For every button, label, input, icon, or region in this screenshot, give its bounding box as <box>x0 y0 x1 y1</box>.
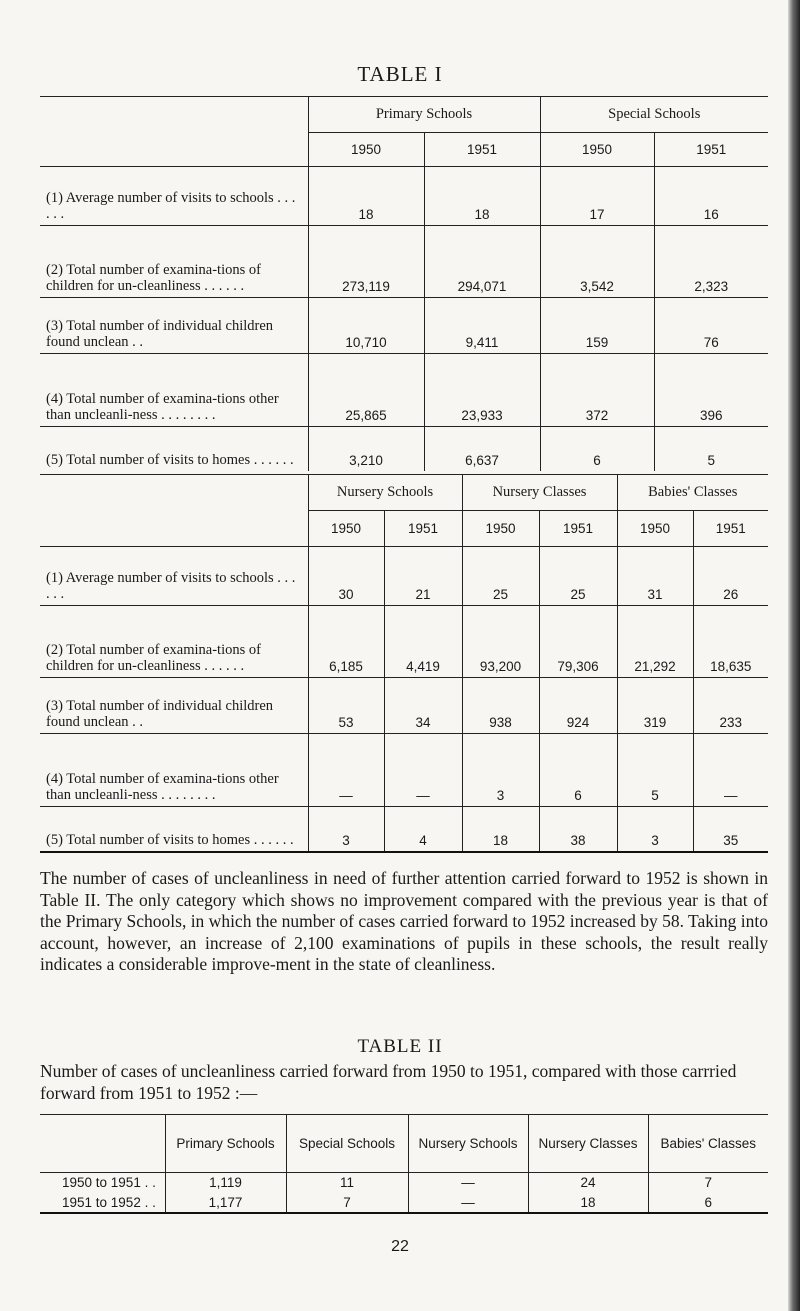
year-header: 1951 <box>539 511 617 547</box>
column-header: Nursery Classes <box>528 1115 648 1173</box>
year-header: 1950 <box>308 511 384 547</box>
cell-value: — <box>408 1173 528 1193</box>
cell-value: — <box>308 734 384 807</box>
table-row <box>40 167 768 226</box>
table-row <box>40 547 768 606</box>
row-label: (2) Total number of examina-tions of children for un-cleanliness . . . . . . <box>46 642 261 674</box>
row-label: (4) Total number of examina-tions other than uncleanli-ness . . . . . . . . <box>46 391 279 423</box>
cell-value: 3,542 <box>540 226 654 298</box>
cell-value: 7 <box>286 1193 408 1213</box>
column-header: Nursery Schools <box>408 1115 528 1173</box>
group-header: Babies' Classes <box>617 475 768 511</box>
cell-value: 25,865 <box>308 354 424 427</box>
cell-value: 3 <box>308 807 384 852</box>
group-header: Nursery Schools <box>308 475 462 511</box>
year-header: 1951 <box>654 133 768 167</box>
cell-value: 11 <box>286 1173 408 1193</box>
cell-value: 372 <box>540 354 654 427</box>
corner-cell <box>40 511 308 547</box>
cell-value: 18 <box>528 1193 648 1213</box>
row-label: (2) Total number of examina-tions of children for un-cleanliness . . . . . . <box>46 262 261 294</box>
cell-value: — <box>693 734 768 807</box>
cell-value: 3,210 <box>308 427 424 471</box>
cell-value: 1,119 <box>165 1173 286 1193</box>
row-label: (3) Total number of individual children found unclean . . <box>46 698 274 730</box>
cell-value: 53 <box>308 678 384 734</box>
table1-part-b <box>40 474 768 853</box>
corner-cell <box>40 1115 165 1173</box>
year-header: 1950 <box>308 133 424 167</box>
cell-value: 26 <box>693 547 768 606</box>
year-header: 1951 <box>424 133 540 167</box>
cell-value: 18 <box>462 807 539 852</box>
row-label: (5) Total number of visits to homes . . . . . . <box>46 451 294 468</box>
cell-value: 18,635 <box>693 606 768 678</box>
corner-cell <box>40 475 308 511</box>
row-label: 1950 to 1951 . . <box>62 1175 156 1191</box>
cell-value: 233 <box>693 678 768 734</box>
table1-title: TABLE I <box>357 62 443 86</box>
cell-value: 319 <box>617 678 693 734</box>
cell-value: 2,323 <box>654 226 768 298</box>
cell-value: 3 <box>462 734 539 807</box>
cell-value: 10,710 <box>308 298 424 354</box>
cell-value: 6 <box>540 427 654 471</box>
cell-value: 1,177 <box>165 1193 286 1213</box>
cell-value: 273,119 <box>308 226 424 298</box>
year-header: 1950 <box>617 511 693 547</box>
cell-value: 23,933 <box>424 354 540 427</box>
year-header: 1950 <box>462 511 539 547</box>
cell-value: 7 <box>648 1173 768 1193</box>
row-label: (5) Total number of visits to homes . . . . . . <box>46 831 294 848</box>
table-row <box>40 678 768 734</box>
cell-value: 25 <box>462 547 539 606</box>
cell-value: 9,411 <box>424 298 540 354</box>
table-row <box>40 606 768 678</box>
table2-title: TABLE II <box>357 1036 443 1057</box>
cell-value: 93,200 <box>462 606 539 678</box>
cell-value: 924 <box>539 678 617 734</box>
cell-value: 21 <box>384 547 462 606</box>
cell-value: 6,185 <box>308 606 384 678</box>
cell-value: 6 <box>648 1193 768 1213</box>
year-header: 1950 <box>540 133 654 167</box>
cell-value: 25 <box>539 547 617 606</box>
cell-value: 396 <box>654 354 768 427</box>
column-header: Primary Schools <box>165 1115 286 1173</box>
cell-value: — <box>408 1193 528 1213</box>
column-header: Babies' Classes <box>648 1115 768 1173</box>
year-header: 1951 <box>384 511 462 547</box>
group-header: Primary Schools <box>308 97 540 133</box>
body-paragraph: The number of cases of uncleanliness in need of further attention carried forward to 1952 is shown in Table II. The only category which shows no improvement compared with the previous year is that of the Primary Schools, in which the number of cases carried forward to 1952 increased by 58. Taking into account, however, an increase of 2,100 examinations of pupils in these schools, the result really indicates a considerable improve-ment in the state of cleanliness. <box>40 868 768 974</box>
table-row <box>40 807 768 852</box>
cell-value: 38 <box>539 807 617 852</box>
table-row <box>40 427 768 471</box>
table-row <box>40 298 768 354</box>
table-row <box>40 1193 768 1213</box>
cell-value: — <box>384 734 462 807</box>
table1-part-a <box>40 96 768 471</box>
corner-cell <box>40 133 308 167</box>
cell-value: 938 <box>462 678 539 734</box>
table2 <box>40 1114 768 1214</box>
group-header: Special Schools <box>540 97 768 133</box>
row-label: 1951 to 1952 . . <box>62 1194 156 1210</box>
cell-value: 159 <box>540 298 654 354</box>
cell-value: 4,419 <box>384 606 462 678</box>
row-label: (1) Average number of visits to schools . . . . . . <box>46 190 296 222</box>
cell-value: 17 <box>540 167 654 226</box>
cell-value: 18 <box>424 167 540 226</box>
cell-value: 18 <box>308 167 424 226</box>
cell-value: 294,071 <box>424 226 540 298</box>
cell-value: 3 <box>617 807 693 852</box>
row-label: (1) Average number of visits to schools . . . . . . <box>46 570 296 602</box>
cell-value: 6 <box>539 734 617 807</box>
cell-value: 76 <box>654 298 768 354</box>
cell-value: 34 <box>384 678 462 734</box>
cell-value: 5 <box>617 734 693 807</box>
row-label: (3) Total number of individual children found unclean . . <box>46 318 274 350</box>
table-row <box>40 226 768 298</box>
page-edge-shadow <box>788 0 800 1311</box>
cell-value: 31 <box>617 547 693 606</box>
cell-value: 21,292 <box>617 606 693 678</box>
cell-value: 24 <box>528 1173 648 1193</box>
table2-description: Number of cases of uncleanliness carried forward from 1950 to 1951, compared with those carrried forward from 1951 to 1952 :— <box>40 1061 737 1103</box>
corner-cell <box>40 97 308 133</box>
table-row <box>40 354 768 427</box>
cell-value: 30 <box>308 547 384 606</box>
cell-value: 35 <box>693 807 768 852</box>
cell-value: 16 <box>654 167 768 226</box>
column-header: Special Schools <box>286 1115 408 1173</box>
row-label: (4) Total number of examina-tions other than uncleanli-ness . . . . . . . . <box>46 771 279 803</box>
cell-value: 6,637 <box>424 427 540 471</box>
cell-value: 5 <box>654 427 768 471</box>
table-row <box>40 1173 768 1193</box>
year-header: 1951 <box>693 511 768 547</box>
page-number: 22 <box>391 1238 409 1255</box>
table-row <box>40 734 768 807</box>
cell-value: 79,306 <box>539 606 617 678</box>
group-header: Nursery Classes <box>462 475 617 511</box>
cell-value: 4 <box>384 807 462 852</box>
